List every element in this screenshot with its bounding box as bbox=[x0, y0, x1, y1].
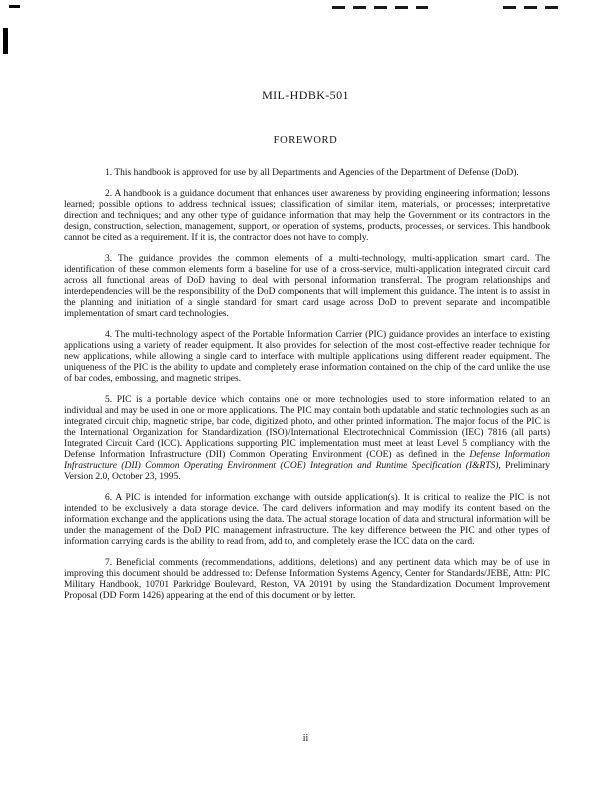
text-run: 7. Beneficial comments (recommendations, additions, deletions) and any pertinent data which may be of use in improving this document should be addressed to: Defense Information Systems Agency, Center for Standards/JEBE, Attn: PIC Military Handbook, 10701 Parkridge Boulevard, Reston, VA 20191 by using the Standardization Document Improvement Proposal (DD Form 1426) appearing at the end of this document or by letter. bbox=[64, 558, 550, 601]
text-run: , Preliminary Version 2.0, October 23, 1995. bbox=[64, 461, 550, 482]
paragraph bbox=[64, 254, 550, 320]
scan-artifact-mark bbox=[9, 5, 20, 8]
scan-artifact-dashes bbox=[332, 6, 428, 9]
paragraph bbox=[64, 168, 550, 179]
text-run: 5. PIC is a portable device which contains one or more technologies used to store information related to an individual and may be used in one or more applications. The PIC may contain both updatable and static technologies such as an integrated circuit chip, magnetic stripe, bar code, digitized photo, and other printed information. The major focus of the PIC is the International Organization for Standardization (ISO)/International Electrotechnical Commission (IEC) 7816 (all parts) Integrated Circuit Card (ICC). Applications supporting PIC implementation must meet at least Level 5 compliancy with the Defense Information Infrastructure (DII) Common Operating Environment (COE) as defined in the bbox=[64, 395, 550, 460]
paragraph bbox=[64, 558, 550, 602]
doc-number: MIL-HDBK-501 bbox=[262, 88, 349, 102]
text-run: 4. The multi-technology aspect of the Portable Information Carrier (PIC) guidance provides an interface to existing applications using a variety of reader equipment. It also provides for selection of the most cost-effective reader technique for new applications, while allowing a single card to interface with multiple applications using different reader equipment. The uniqueness of the PIC is the ability to update and completely erase information contained on the chip of the card unlike the use of bar codes, embossing, and magnetic stripes. bbox=[64, 330, 550, 384]
scan-artifact-mark bbox=[3, 28, 8, 54]
text-run: 3. The guidance provides the common elements of a multi-technology, multi-application smart card. The identification of these common elements form a baseline for use of a cross-service, multi-application integrated circuit card across all functional areas of DoD having to deal with personal information transferral. The program relationships and interdependencies will be the responsibility of the DoD components that will implement this guidance. The intent is to assist in the planning and initiation of a single standard for smart card usage across DoD to prevent separate and incompatible implementation of smart card technologies. bbox=[64, 254, 550, 319]
page-number: ii bbox=[302, 733, 309, 744]
scan-artifact-dashes bbox=[503, 6, 565, 9]
foreword-heading: FOREWORD bbox=[273, 135, 338, 146]
text-run: 2. A handbook is a guidance document that enhances user awareness by providing engineering information; lessons learned; possible options to address technical issues; classification of similar item, materials, or processes; interpretative direction and techniques; and any other type of guidance information that may help the Government or its contractors in the design, construction, selection, management, support, or operation of systems, products, processes, or services. This handbook cannot be cited as a requirement. If it is, the contractor does not have to comply. bbox=[64, 189, 550, 243]
text-run: 6. A PIC is intended for information exchange with outside application(s). It is critical to realize the PIC is not intended to be exclusively a data storage device. The card delivers information and may modify its content based on the information exchange and the applications using the data. The actual storage location of data and structural information will be under the management of the DoD PIC management infrastructure. The key difference between the PIC and other types of information carrying cards is the ability to read from, add to, and completely erase the ICC data on the card. bbox=[64, 493, 550, 547]
foreword-paragraphs bbox=[64, 168, 550, 612]
paragraph bbox=[64, 395, 550, 483]
paragraph bbox=[64, 493, 550, 548]
italic-text-run: Defense Information Infrastructure (DII) Common Operating Environment (COE) Integration and Runtime Specification (I&RTS) bbox=[64, 450, 550, 471]
paragraph bbox=[64, 189, 550, 244]
paragraph bbox=[64, 330, 550, 385]
text-run: 1. This handbook is approved for use by all Departments and Agencies of the Department of Defense (DoD). bbox=[105, 168, 519, 178]
